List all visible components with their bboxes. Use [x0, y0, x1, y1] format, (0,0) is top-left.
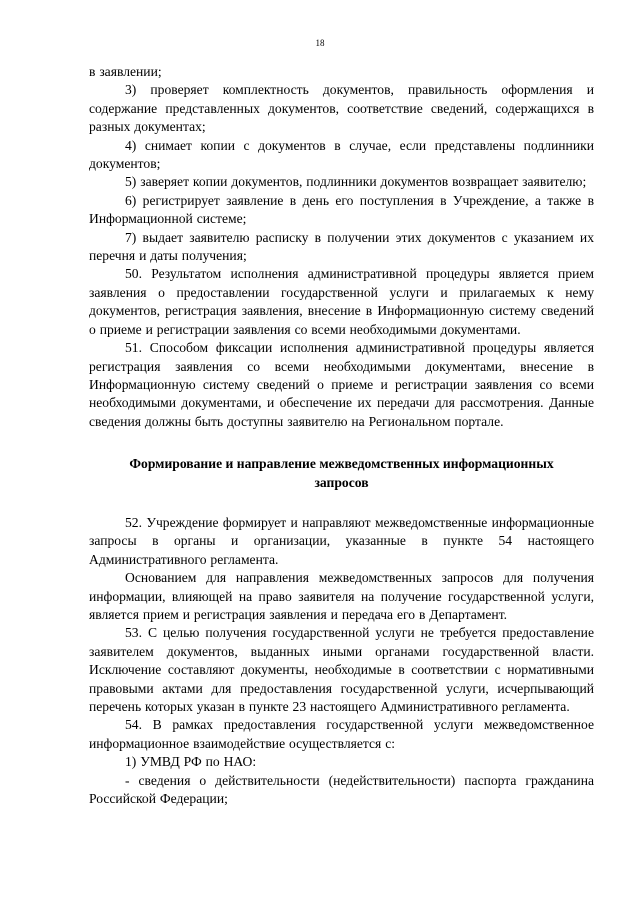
paragraph: Основанием для направления межведомственных запросов для получения информации, влияющей на право заявителя на получение государственной услуги, является прием и регистрация заявления и передача его в Департамент. — [89, 570, 594, 622]
paragraph: 3) проверяет комплектность документов, правильность оформления и содержание представленных документов, соответствие сведений, содержащихся в разных документах; — [89, 82, 594, 135]
paragraph: 50. Результатом исполнения административной процедуры является прием заявления о предоставлении государственной услуги и прилагаемых к нему документов, регистрация заявления, внесение в Информационную систему сведений о приеме и регистрации заявления со всеми необходимыми документами. — [89, 266, 594, 337]
page-number: 18 — [315, 38, 325, 48]
paragraph: 53. С целью получения государственной услуги не требуется предоставление заявителем документов, выданных иными органами государственной власти. Исключение составляют документы, необходимые в соответствии с нормативными правовыми актами для предоставления государственной услуги, исчерпывающий перечень которых указан в пункте 23 настоящего Административного регламента. — [89, 625, 594, 714]
document-body — [89, 63, 594, 808]
paragraph: 4) снимает копии с документов в случае, если представлены подлинники документов; — [89, 137, 594, 172]
paragraph: 54. В рамках предоставления государственной услуги межведомственное информационное взаимодействие осуществляется с: — [89, 717, 594, 751]
paragraph: 52. Учреждение формирует и направляют межведомственные информационные запросы в органы и организации, указанные в пункте 54 настоящего Административного регламента. — [89, 514, 594, 567]
paragraph: 51. Способом фиксации исполнения административной процедуры является регистрация заявления со всеми необходимыми документами, внесение в Информационную систему сведений о приеме и регистрации заявления со всеми необходимыми документами, и обеспечение их передачи для рассмотрения. Данные сведения должны быть доступны заявителю на Региональном портале. — [89, 340, 594, 429]
paragraph: - сведения о действительности (недействительности) паспорта гражданина Российской Федерации; — [89, 772, 594, 807]
paragraph: 5) заверяет копии документов, подлинники документов возвращает заявителю; — [125, 174, 587, 190]
paragraph: 1) УМВД РФ по НАО: — [125, 754, 257, 770]
section-heading: Формирование и направление межведомственных информационных запросов — [129, 456, 554, 490]
paragraph: 6) регистрирует заявление в день его поступления в Учреждение, а также в Информационной системе; — [89, 192, 594, 227]
paragraph: в заявлении; — [89, 64, 162, 79]
paragraph: 7) выдает заявителю расписку в получении этих документов с указанием их перечня и даты получения; — [89, 229, 594, 264]
